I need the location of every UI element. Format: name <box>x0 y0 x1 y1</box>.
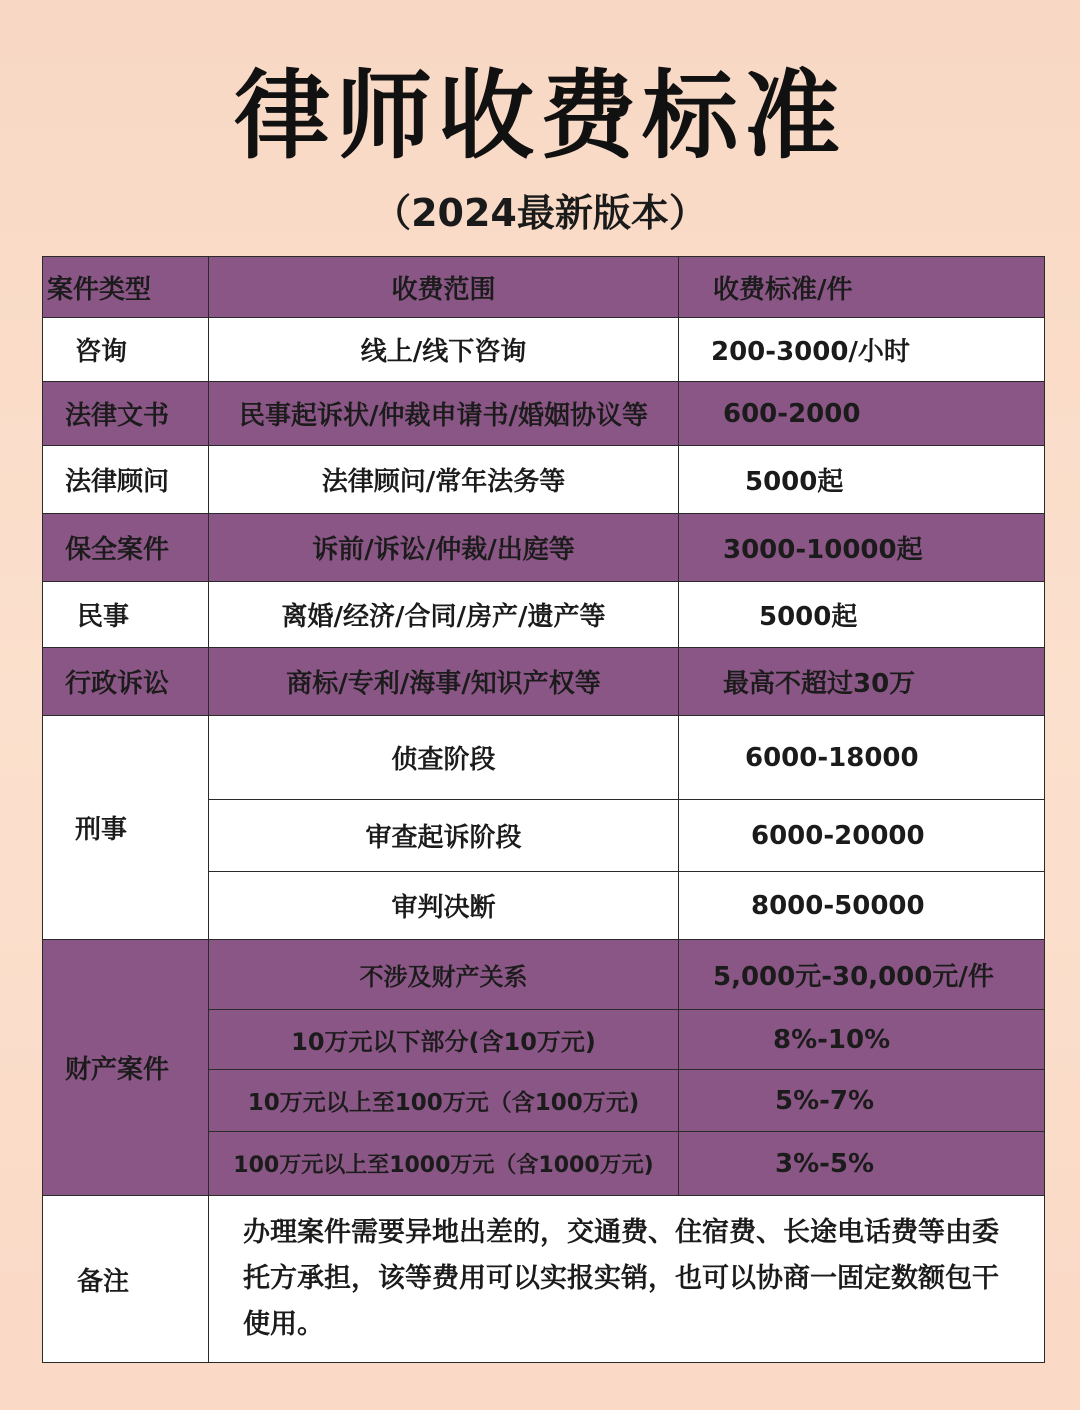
range-cell: 审判决断 <box>209 872 679 940</box>
table-row <box>43 446 1045 514</box>
fee-table <box>42 256 1045 1363</box>
header-fee: 收费标准/件 <box>679 257 1045 318</box>
category-cell: 行政诉讼 <box>43 648 209 716</box>
fee-cell: 3%-5% <box>679 1132 1045 1196</box>
range-cell: 离婚/经济/合同/房产/遗产等 <box>209 582 679 648</box>
fee-cell: 600-2000 <box>679 382 1045 446</box>
remark-row <box>43 1196 1045 1363</box>
table-header-row <box>43 257 1045 318</box>
category-cell: 法律顾问 <box>43 446 209 514</box>
category-cell-property: 财产案件 <box>43 940 209 1196</box>
fee-cell: 8000-50000 <box>679 872 1045 940</box>
range-cell: 线上/线下咨询 <box>209 318 679 382</box>
fee-cell: 8%-10% <box>679 1010 1045 1070</box>
fee-cell: 5%-7% <box>679 1070 1045 1132</box>
range-cell: 商标/专利/海事/知识产权等 <box>209 648 679 716</box>
range-cell: 诉前/诉讼/仲裁/出庭等 <box>209 514 679 582</box>
fee-cell: 5,000元-30,000元/件 <box>679 940 1045 1010</box>
fee-cell: 5000起 <box>679 582 1045 648</box>
fee-cell: 最高不超过30万 <box>679 648 1045 716</box>
category-cell-remark: 备注 <box>43 1196 209 1363</box>
category-cell: 法律文书 <box>43 382 209 446</box>
range-cell: 民事起诉状/仲裁申请书/婚姻协议等 <box>209 382 679 446</box>
header-range: 收费范围 <box>209 257 679 318</box>
page-subtitle: （2024最新版本） <box>373 191 707 235</box>
category-cell: 保全案件 <box>43 514 209 582</box>
header-category: 案件类型 <box>43 257 209 318</box>
range-cell: 审查起诉阶段 <box>209 800 679 872</box>
table-row <box>43 382 1045 446</box>
table-row <box>43 582 1045 648</box>
range-cell: 100万元以上至1000万元（含1000万元) <box>209 1132 679 1196</box>
category-cell: 民事 <box>43 582 209 648</box>
table-row <box>43 716 1045 800</box>
fee-cell: 6000-18000 <box>679 716 1045 800</box>
page-title: 律师收费标准 <box>234 60 846 172</box>
fee-cell: 6000-20000 <box>679 800 1045 872</box>
range-cell: 侦查阶段 <box>209 716 679 800</box>
table-row <box>43 648 1045 716</box>
category-cell-criminal: 刑事 <box>43 716 209 940</box>
range-cell: 10万元以上至100万元（含100万元) <box>209 1070 679 1132</box>
remark-text: 办理案件需要异地出差的，交通费、住宿费、长途电话费等由委托方承担，该等费用可以实报实销，也可以协商一固定数额包干使用。 <box>209 1196 1045 1363</box>
range-cell: 法律顾问/常年法务等 <box>209 446 679 514</box>
table-row <box>43 940 1045 1010</box>
table-row <box>43 318 1045 382</box>
fee-cell: 200-3000/小时 <box>679 318 1045 382</box>
category-cell: 咨询 <box>43 318 209 382</box>
fee-cell: 3000-10000起 <box>679 514 1045 582</box>
table-row <box>43 514 1045 582</box>
range-cell: 不涉及财产关系 <box>209 940 679 1010</box>
fee-cell: 5000起 <box>679 446 1045 514</box>
range-cell: 10万元以下部分(含10万元) <box>209 1010 679 1070</box>
